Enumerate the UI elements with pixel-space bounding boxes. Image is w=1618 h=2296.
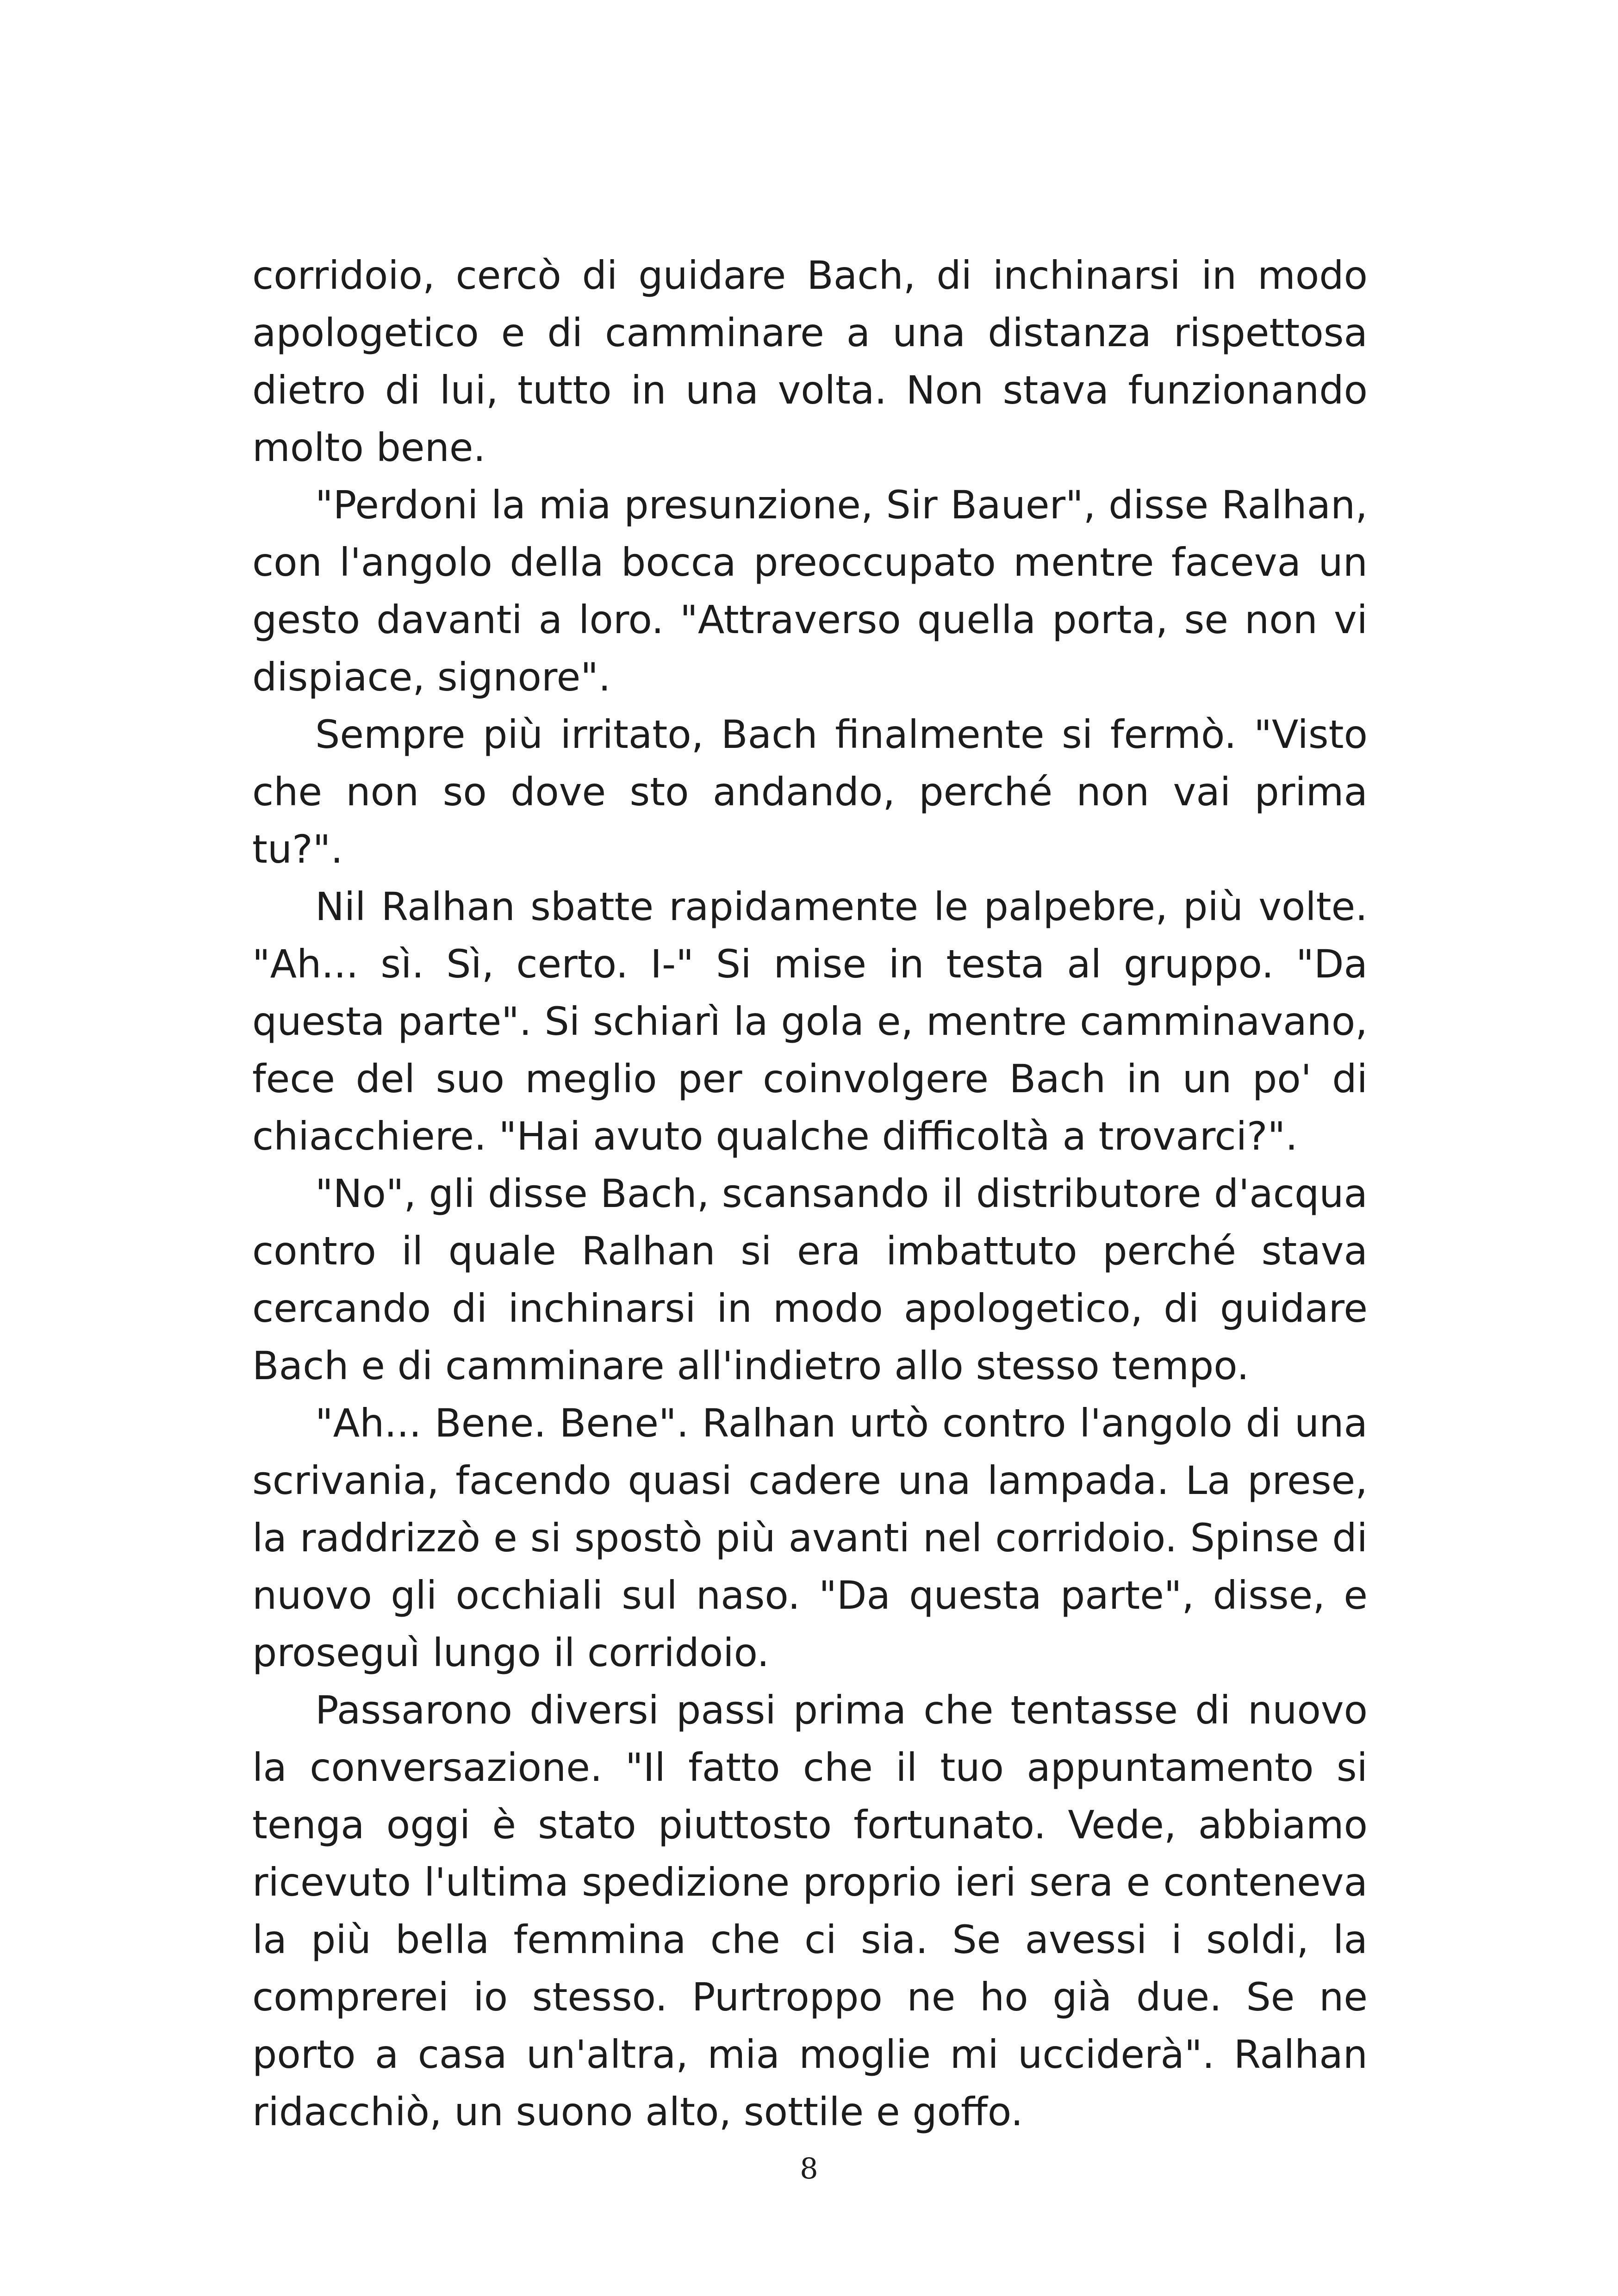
paragraph: "No", gli disse Bach, scansando il distributore d'acqua contro il quale Ralhan si era imbattuto perché stava cercando di inchinarsi in modo apologetico, di guidare Bach e di camminare all'indietro allo stesso tempo.: [252, 1171, 1368, 1388]
body-text: [252, 247, 1368, 2140]
page-number: 8: [800, 2152, 818, 2185]
paragraph: "Ah... Bene. Bene". Ralhan urtò contro l'angolo di una scrivania, facendo quasi cadere una lampada. La prese, la raddrizzò e si spostò più avanti nel corridoio. Spinse di nuovo gli occhiali sul naso. "Da questa parte", disse, e proseguì lungo il corridoio.: [252, 1400, 1368, 1675]
paragraph: "Perdoni la mia presunzione, Sir Bauer", disse Ralhan, con l'angolo della bocca preoccupato mentre faceva un gesto davanti a loro. "Attraverso quella porta, se non vi dispiace, signore".: [252, 482, 1368, 700]
paragraph: Passarono diversi passi prima che tentasse di nuovo la conversazione. "Il fatto che il tuo appuntamento si tenga oggi è stato piuttosto fortunato. Vede, abbiamo ricevuto l'ultima spedizione proprio ieri sera e conteneva la più bella femmina che ci sia. Se avessi i soldi, la comprerei io stesso. Purtroppo ne ho già due. Se ne porto a casa un'altra, mia moglie mi ucciderà". Ralhan ridacchiò, un suono alto, sottile e goffo.: [252, 1687, 1368, 2134]
paragraph: corridoio, cercò di guidare Bach, di inchinarsi in modo apologetico e di camminare a una distanza rispettosa dietro di lui, tutto in una volta. Non stava funzionando molto bene.: [252, 253, 1368, 470]
paragraph: Sempre più irritato, Bach finalmente si fermò. "Visto che non so dove sto andando, perché non vai prima tu?".: [252, 712, 1368, 872]
paragraph: Nil Ralhan sbatte rapidamente le palpebre, più volte. "Ah... sì. Sì, certo. I-" Si mise in testa al gruppo. "Da questa parte". Si schiarì la gola e, mentre camminavano, fece del suo meglio per coinvolgere Bach in un po' di chiacchiere. "Hai avuto qualche difficoltà a trovarci?".: [252, 884, 1368, 1159]
